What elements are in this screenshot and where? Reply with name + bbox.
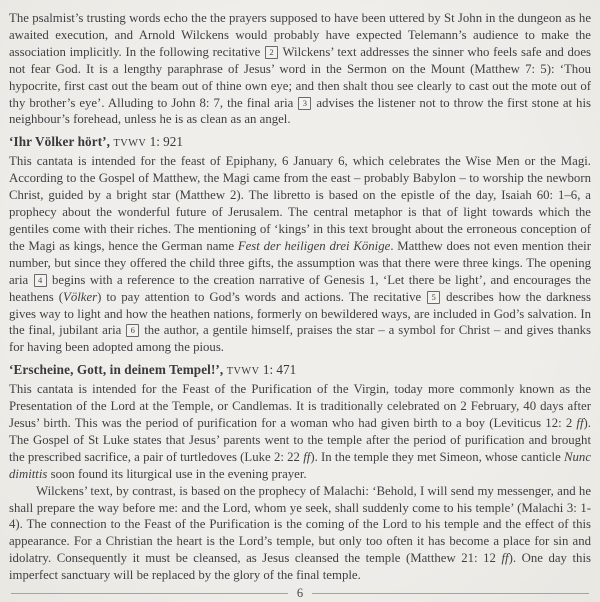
track-number-box: 5 — [427, 291, 440, 304]
track-number-box: 4 — [34, 274, 47, 287]
page-number: 6 — [296, 586, 304, 601]
section-heading-ihr-voelker-hoert: ‘Ihr Völker hört’, TVWV 1: 921 — [9, 134, 183, 150]
section-heading-erscheine-gott: ‘Erscheine, Gott, in deinem Tempel!’, TVWV 1: 471 — [9, 362, 297, 378]
page-footer — [9, 584, 591, 600]
track-number-box: 3 — [298, 97, 311, 110]
footer-rule-left — [11, 593, 288, 594]
paragraph-erscheine-gott-2: Wilckens’ text, by contrast, is based on the prophecy of Malachi: ‘Behold, I will send my messenger, and he shall prepare the way before me: and the Lord, whom ye seek, shall suddenly come to his temple’ (Malachi 3: 1-4). The connection to the Feast of the Purification is the coming of the Lord to his temple and the effect of this appearance. For a Christian the heart is the Lord’s temple, but only too often it has become a place for sin and idolatry. Consequently it must be cleansed, as Jesus cleansed the temple (Matthew 21: 12 ff). One day this imperfect sanctuary will be replaced by the glory of the final temple. — [9, 483, 591, 583]
footer-rule-right — [312, 593, 589, 594]
paragraph-ihr-voelker-hoert: This cantata is intended for the feast of Epiphany, 6 January 6, which celebrates the Wise Men or the Magi. According to the Gospel of Matthew, the Magi came from the east – probably Babylon – to worship the newborn Christ, guided by a bright star (Matthew 2). The libretto is based on the epistle of the day, Isaiah 60: 1–6, a prophecy about the wonderful future of Jerusalem. The central metaphor is that of light towards which the gentiles come with their riches. The mentioning of ‘kings’ in this text brought about the erroneous conception of the Magi as kings, hence the German name Fest der heiligen drei Könige. Matthew does not even mention their number, but since they offered the child three gifts, the assumption was that there were three kings. The opening aria 4 begins with a reference to the creation narrative of Genesis 1, ‘Let there be light’, and encourages the heathens (Völker) to pay attention to God’s words and actions. The recitative 5 describes how the darkness gives way to light and how the heathen nations, formerly on bewildered ways, are included in God’s salvation. In the final, jubilant aria 6 the author, a gentile himself, praises the star – a symbol for Christ – and gives thanks for having been adopted among the pious. — [9, 154, 592, 355]
track-number-box: 2 — [265, 46, 278, 59]
track-number-box: 6 — [126, 324, 139, 337]
paragraph-intro-continuation: The psalmist’s trusting words echo the the prayers supposed to have been uttered by St John in the dungeon as he awaited execution, and Arnold Wilckens would probably have expected Telemann’s audience to make the association implicitly. In the following recitative 2 Wilckens’ text addresses the sinner who feels safe and does not fear God. It is a lengthy paraphrase of Jesus’ word in the Sermon on the Mount (Matthew 7: 5): ‘Thou hypocrite, first cast out the beam out of thine own eye; and then shalt thou see clearly to cast out the mote out of thy brother’s eye’. Alluding to John 8: 7, the final aria 3 advises the listener not to throw the first stone at his neighbour’s forehead, unless he is as clean as an angel. — [9, 11, 591, 127]
paragraph-erscheine-gott-1: This cantata is intended for the Feast of the Purification of the Virgin, today more commonly known as the Presentation of the Lord at the Temple, or Candlemas. It is traditionally celebrated on 2 February, 40 days after Jesus’ birth. This was the period of purification for a woman who had given birth to a boy (Leviticus 12: 2 ff). The Gospel of St Luke states that Jesus’ parents went to the temple after the period of purification and brought the prescribed sacrifice, a pair of turtledoves (Luke 2: 22 ff). In the temple they met Simeon, whose canticle Nunc dimittis soon found its liturgical use in the evening prayer. — [9, 382, 591, 481]
